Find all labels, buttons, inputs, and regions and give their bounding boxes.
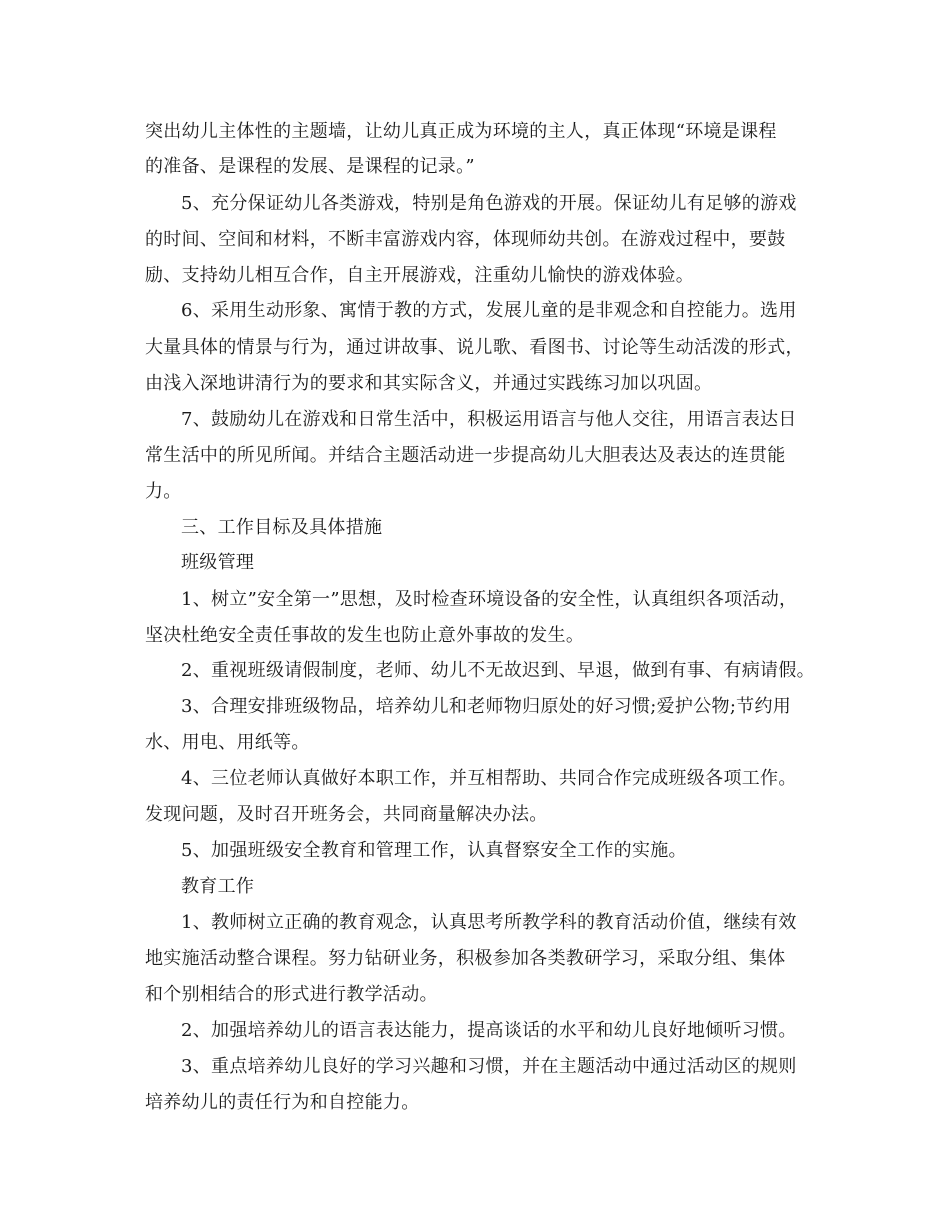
text-line: 的时间、空间和材料，不断丰富游戏内容，体现师幼共创。在游戏过程中，要鼓: [145, 229, 786, 250]
text-line: 大量具体的情景与行为，通过讲故事、说儿歌、看图书、讨论等生动活泼的形式，: [145, 337, 804, 358]
text-line: 常生活中的所见所闻。并结合主题活动进一步提高幼儿大胆表达及表达的连贯能: [145, 445, 786, 466]
text-line: 水、用电、用纸等。: [145, 732, 310, 753]
subsection-heading: 班级管理: [181, 552, 255, 573]
text-line: 7、鼓励幼儿在游戏和日常生活中，积极运用语言与他人交往，用语言表达日: [181, 409, 797, 430]
section-heading: 三、工作目标及具体措施: [181, 517, 383, 538]
text-line: 地实施活动整合课程。努力钻研业务，积极参加各类教研学习，采取分组、集体: [145, 948, 786, 969]
text-line: 5、充分保证幼儿各类游戏，特别是角色游戏的开展。保证幼儿有足够的游戏: [181, 193, 797, 214]
text-line: 培养幼儿的责任行为和自控能力。: [145, 1092, 420, 1113]
text-line: 4、三位老师认真做好本职工作，并互相帮助、共同合作完成班级各项工作。: [181, 768, 797, 789]
text-line: 1、教师树立正确的教育观念，认真思考所教学科的教育活动价值，继续有效: [181, 912, 797, 933]
text-line: 3、重点培养幼儿良好的学习兴趣和习惯，并在主题活动中通过活动区的规则: [181, 1056, 797, 1077]
text-line: 励、支持幼儿相互合作，自主开展游戏，注重幼儿愉快的游戏体验。: [145, 265, 694, 286]
text-line: 2、加强培养幼儿的语言表达能力，提高谈话的水平和幼儿良好地倾听习惯。: [181, 1020, 797, 1041]
text-line: 3、合理安排班级物品，培养幼儿和老师物归原处的好习惯;爱护公物;节约用: [181, 696, 792, 717]
text-line: 坚决杜绝安全责任事故的发生也防止意外事故的发生。: [145, 625, 585, 646]
subsection-heading: 教育工作: [181, 876, 255, 897]
text-line: 5、加强班级安全教育和管理工作，认真督察安全工作的实施。: [181, 840, 687, 861]
text-line: 1、树立”安全第一”思想，及时检查环境设备的安全性，认真组织各项活动，: [181, 589, 798, 610]
text-line: 发现问题，及时召开班务会，共同商量解决办法。: [145, 804, 548, 825]
text-line: 突出幼儿主体性的主题墙，让幼儿真正成为环境的主人，真正体现“环境是课程: [145, 121, 777, 142]
text-line: 2、重视班级请假制度，老师、幼儿不无故迟到、早退，做到有事、有病请假。: [181, 660, 815, 681]
text-line: 由浅入深地讲清行为的要求和其实际含义，并通过实践练习加以巩固。: [145, 373, 713, 394]
text-line: 力。: [145, 481, 182, 502]
text-line: 和个别相结合的形式进行教学活动。: [145, 984, 438, 1005]
text-line: 的准备、是课程的发展、是课程的记录。”: [145, 156, 475, 177]
text-line: 6、采用生动形象、寓情于教的方式，发展儿童的是非观念和自控能力。选用: [181, 300, 797, 321]
